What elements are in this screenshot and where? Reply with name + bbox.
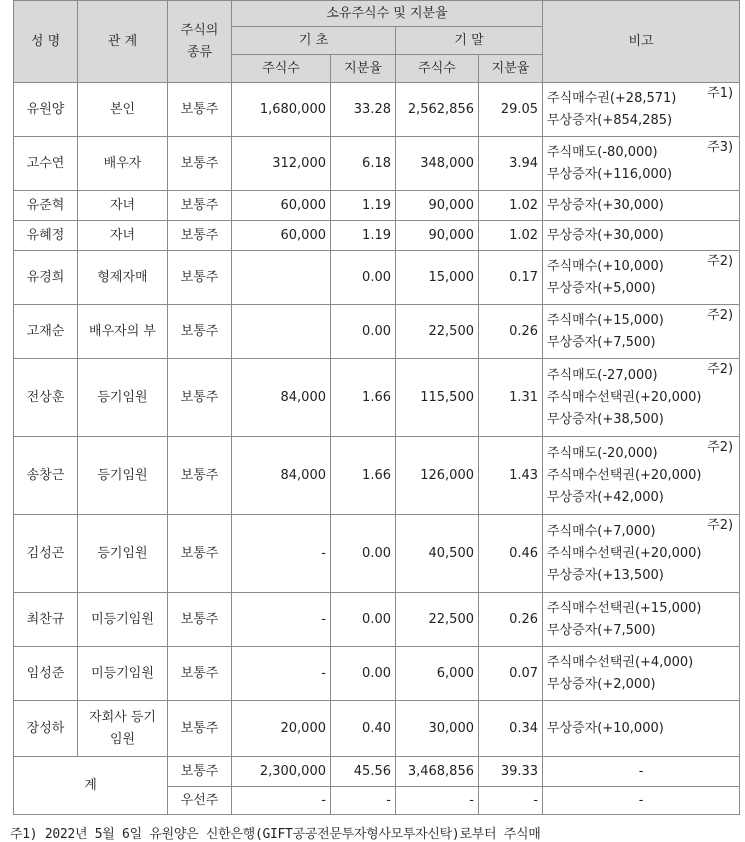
table-row	[14, 83, 740, 137]
header-stock-type-line2: 종류	[186, 44, 213, 60]
row-begin-ratio: 0.00	[331, 647, 396, 701]
remark-line: 주식매수선택권(+15,000)	[547, 600, 702, 616]
total-pref-note: -	[543, 787, 740, 815]
row-begin-shares: 60,000	[232, 191, 331, 221]
row-relation: 미등기임원	[78, 593, 168, 647]
row-name: 장성하	[14, 701, 78, 757]
remark-line: 주식매수(+7,000)	[547, 523, 656, 539]
remark-line: 주식매수선택권(+4,000)	[547, 654, 694, 670]
row-remarks	[543, 191, 740, 221]
row-end-shares: 6,000	[396, 647, 479, 701]
row-begin-ratio: 0.40	[331, 701, 396, 757]
remark-line: 주식매도(-20,000)	[547, 445, 658, 461]
header-end-shares: 주식수	[396, 55, 479, 83]
row-relation: 자회사 등기 임원	[78, 701, 168, 757]
row-stock-type: 보통주	[168, 701, 232, 757]
row-remarks	[543, 251, 740, 305]
row-begin-shares: 60,000	[232, 221, 331, 251]
row-stock-type: 보통주	[168, 593, 232, 647]
row-begin-ratio: 0.00	[331, 251, 396, 305]
row-end-ratio: 1.31	[479, 359, 543, 437]
row-begin-ratio: 1.66	[331, 437, 396, 515]
row-relation: 등기임원	[78, 437, 168, 515]
remark-line: 무상증자(+5,000)	[547, 280, 656, 296]
remark-line: 주식매수(+10,000)	[547, 258, 664, 274]
row-name: 송창근	[14, 437, 78, 515]
row-begin-ratio: 1.66	[331, 359, 396, 437]
header-holdings: 소유주식수 및 지분율	[232, 1, 543, 27]
remark-line: 무상증자(+7,500)	[547, 622, 656, 638]
row-begin-shares: 20,000	[232, 701, 331, 757]
remark-line: 무상증자(+13,500)	[547, 567, 664, 583]
remark-line: 주식매수선택권(+20,000)	[547, 467, 702, 483]
table-row	[14, 647, 740, 701]
row-remarks	[543, 83, 740, 137]
row-stock-type: 보통주	[168, 221, 232, 251]
row-relation: 자녀	[78, 191, 168, 221]
remark-line: 주식매수권(+28,571)	[547, 90, 677, 106]
row-end-shares: 126,000	[396, 437, 479, 515]
remark-line: 주식매수(+15,000)	[547, 312, 664, 328]
table-row	[14, 701, 740, 757]
header-begin-ratio: 지분율	[331, 55, 396, 83]
row-begin-shares	[232, 305, 331, 359]
table-row	[14, 137, 740, 191]
row-end-ratio: 0.34	[479, 701, 543, 757]
row-name: 최찬규	[14, 593, 78, 647]
table-row	[14, 221, 740, 251]
table-row	[14, 437, 740, 515]
row-begin-ratio: 1.19	[331, 191, 396, 221]
total-pref-begin-ratio: -	[331, 787, 396, 815]
row-name: 임성준	[14, 647, 78, 701]
row-name: 김성곤	[14, 515, 78, 593]
table-row	[14, 593, 740, 647]
remark-line: 무상증자(+42,000)	[547, 489, 664, 505]
footnote-ref: 주2)	[707, 518, 734, 533]
row-end-ratio: 0.26	[479, 305, 543, 359]
footnote-ref: 주1)	[707, 86, 734, 101]
row-begin-ratio: 0.00	[331, 305, 396, 359]
table-row	[14, 251, 740, 305]
row-stock-type: 보통주	[168, 83, 232, 137]
row-name: 유준혁	[14, 191, 78, 221]
row-relation: 등기임원	[78, 515, 168, 593]
row-stock-type: 보통주	[168, 359, 232, 437]
row-end-shares: 90,000	[396, 191, 479, 221]
remark-line: 무상증자(+854,285)	[547, 112, 673, 128]
row-relation: 자녀	[78, 221, 168, 251]
row-end-ratio: 1.43	[479, 437, 543, 515]
total-common-type: 보통주	[168, 757, 232, 787]
row-end-shares: 22,500	[396, 593, 479, 647]
row-end-ratio: 1.02	[479, 191, 543, 221]
row-stock-type: 보통주	[168, 437, 232, 515]
row-begin-shares: -	[232, 647, 331, 701]
total-pref-end-ratio: -	[479, 787, 543, 815]
row-remarks	[543, 137, 740, 191]
row-begin-shares: 1,680,000	[232, 83, 331, 137]
row-remarks	[543, 515, 740, 593]
header-begin-shares: 주식수	[232, 55, 331, 83]
header-name: 성 명	[14, 1, 78, 83]
remark-line: 주식매도(-80,000)	[547, 144, 658, 160]
remark-line: 주식매수선택권(+20,000)	[547, 389, 702, 405]
row-name: 유혜정	[14, 221, 78, 251]
header-stock-type	[168, 1, 232, 83]
remark-line: 무상증자(+30,000)	[547, 197, 664, 213]
shareholder-table	[13, 0, 740, 815]
row-remarks	[543, 647, 740, 701]
row-relation: 형제자매	[78, 251, 168, 305]
footnote-ref: 주2)	[707, 308, 734, 323]
total-common-end-shares: 3,468,856	[396, 757, 479, 787]
header-end: 기 말	[396, 27, 543, 55]
header-remarks: 비고	[543, 1, 740, 83]
row-begin-ratio: 1.19	[331, 221, 396, 251]
remark-line: 무상증자(+116,000)	[547, 166, 673, 182]
row-begin-ratio: 33.28	[331, 83, 396, 137]
row-stock-type: 보통주	[168, 515, 232, 593]
row-begin-shares	[232, 251, 331, 305]
row-stock-type: 보통주	[168, 251, 232, 305]
row-end-shares: 115,500	[396, 359, 479, 437]
remark-line: 무상증자(+7,500)	[547, 334, 656, 350]
row-begin-shares: 84,000	[232, 437, 331, 515]
total-pref-type: 우선주	[168, 787, 232, 815]
row-name: 전상훈	[14, 359, 78, 437]
footnote: 주1) 2022년 5월 6일 유원양은 신한은행(GIFT공공전문투자형사모투자신탁)로부터 주식매	[10, 827, 541, 842]
row-begin-shares: 84,000	[232, 359, 331, 437]
row-begin-ratio: 0.00	[331, 515, 396, 593]
row-relation: 미등기임원	[78, 647, 168, 701]
row-end-shares: 348,000	[396, 137, 479, 191]
total-label: 계	[14, 757, 168, 815]
table-row	[14, 359, 740, 437]
row-end-ratio: 3.94	[479, 137, 543, 191]
row-end-ratio: 0.46	[479, 515, 543, 593]
row-end-ratio: 29.05	[479, 83, 543, 137]
header-end-ratio: 지분율	[479, 55, 543, 83]
row-remarks	[543, 359, 740, 437]
row-name: 유원양	[14, 83, 78, 137]
total-common-begin-shares: 2,300,000	[232, 757, 331, 787]
header-stock-type-line1: 주식의	[180, 22, 219, 38]
row-name: 유경희	[14, 251, 78, 305]
row-end-ratio: 0.07	[479, 647, 543, 701]
footnote-ref: 주2)	[707, 254, 734, 269]
row-remarks	[543, 305, 740, 359]
footnote-ref: 주2)	[707, 362, 734, 377]
table-row	[14, 515, 740, 593]
row-end-shares: 22,500	[396, 305, 479, 359]
row-begin-shares: 312,000	[232, 137, 331, 191]
row-relation: 배우자의 부	[78, 305, 168, 359]
row-stock-type: 보통주	[168, 191, 232, 221]
header-relation: 관 계	[78, 1, 168, 83]
remark-line: 무상증자(+10,000)	[547, 720, 664, 736]
row-relation: 등기임원	[78, 359, 168, 437]
header-begin: 기 초	[232, 27, 396, 55]
row-relation: 본인	[78, 83, 168, 137]
row-remarks	[543, 593, 740, 647]
row-relation: 배우자	[78, 137, 168, 191]
total-pref-end-shares: -	[396, 787, 479, 815]
row-end-shares: 90,000	[396, 221, 479, 251]
row-stock-type: 보통주	[168, 647, 232, 701]
row-begin-shares: -	[232, 593, 331, 647]
remark-line: 주식매수선택권(+20,000)	[547, 545, 702, 561]
row-end-shares: 30,000	[396, 701, 479, 757]
remark-line: 주식매도(-27,000)	[547, 367, 658, 383]
footnote-ref: 주3)	[707, 140, 734, 155]
row-begin-shares: -	[232, 515, 331, 593]
remark-line: 무상증자(+2,000)	[547, 676, 656, 692]
row-begin-ratio: 6.18	[331, 137, 396, 191]
total-pref-begin-shares: -	[232, 787, 331, 815]
table-row	[14, 191, 740, 221]
remark-line: 무상증자(+38,500)	[547, 411, 664, 427]
remark-line: 무상증자(+30,000)	[547, 227, 664, 243]
row-remarks	[543, 701, 740, 757]
total-row-common	[14, 757, 740, 787]
row-end-shares: 2,562,856	[396, 83, 479, 137]
total-common-end-ratio: 39.33	[479, 757, 543, 787]
row-name: 고재순	[14, 305, 78, 359]
total-common-note: -	[543, 757, 740, 787]
total-common-begin-ratio: 45.56	[331, 757, 396, 787]
row-end-ratio: 0.17	[479, 251, 543, 305]
footnote-ref: 주2)	[707, 440, 734, 455]
row-end-shares: 40,500	[396, 515, 479, 593]
row-remarks	[543, 437, 740, 515]
row-end-ratio: 0.26	[479, 593, 543, 647]
row-stock-type: 보통주	[168, 305, 232, 359]
row-name: 고수연	[14, 137, 78, 191]
row-end-shares: 15,000	[396, 251, 479, 305]
table-row	[14, 305, 740, 359]
row-stock-type: 보통주	[168, 137, 232, 191]
row-begin-ratio: 0.00	[331, 593, 396, 647]
row-remarks	[543, 221, 740, 251]
row-end-ratio: 1.02	[479, 221, 543, 251]
